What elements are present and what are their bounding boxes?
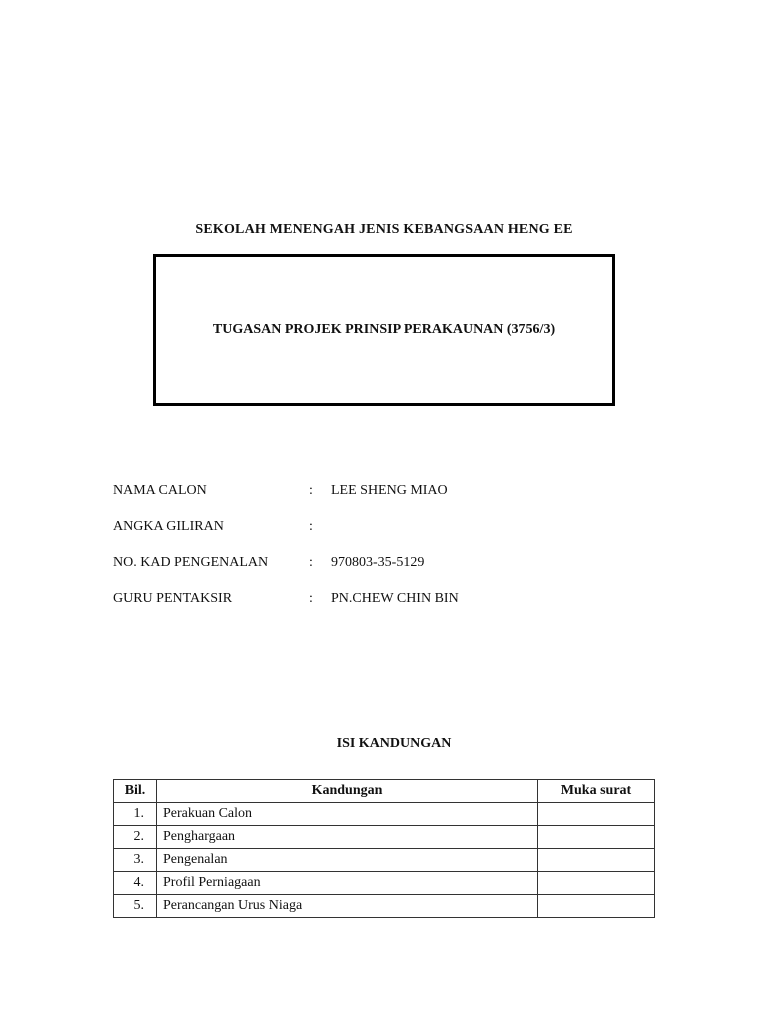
row-page bbox=[538, 849, 655, 872]
row-page bbox=[538, 895, 655, 918]
field-label: GURU PENTAKSIR bbox=[113, 591, 233, 606]
field-value: LEE SHENG MIAO bbox=[331, 483, 448, 498]
row-item: Penghargaan bbox=[157, 826, 538, 849]
row-page bbox=[538, 803, 655, 826]
contents-heading: ISI KANDUNGAN bbox=[336, 736, 452, 751]
field-label: NO. KAD PENGENALAN bbox=[113, 555, 269, 570]
row-number: 1. bbox=[114, 803, 157, 826]
column-header-number: Bil. bbox=[114, 780, 157, 803]
candidate-name-row bbox=[113, 483, 673, 503]
column-header-item: Kandungan bbox=[157, 780, 538, 803]
field-value: PN.CHEW CHIN BIN bbox=[331, 591, 459, 606]
table-header-row bbox=[114, 780, 655, 803]
table-row bbox=[114, 803, 655, 826]
field-separator: : bbox=[309, 555, 313, 570]
contents-table bbox=[113, 779, 655, 918]
row-page bbox=[538, 826, 655, 849]
table-row bbox=[114, 895, 655, 918]
project-title: TUGASAN PROJEK PRINSIP PERAKAUNAN (3756/3) bbox=[212, 322, 556, 337]
row-item: Pengenalan bbox=[157, 849, 538, 872]
assessor-row bbox=[113, 591, 673, 611]
candidate-ic-row bbox=[113, 555, 673, 575]
column-header-page: Muka surat bbox=[538, 780, 655, 803]
row-number: 3. bbox=[114, 849, 157, 872]
row-page bbox=[538, 872, 655, 895]
project-title-box bbox=[153, 254, 615, 406]
field-label: ANGKA GILIRAN bbox=[113, 519, 224, 534]
field-separator: : bbox=[309, 519, 313, 534]
table-row bbox=[114, 826, 655, 849]
field-label: NAMA CALON bbox=[113, 483, 207, 498]
row-item: Perancangan Urus Niaga bbox=[157, 895, 538, 918]
row-item: Perakuan Calon bbox=[157, 803, 538, 826]
row-number: 2. bbox=[114, 826, 157, 849]
row-item: Profil Perniagaan bbox=[157, 872, 538, 895]
table-row bbox=[114, 849, 655, 872]
candidate-index-row bbox=[113, 519, 673, 539]
field-separator: : bbox=[309, 591, 313, 606]
field-separator: : bbox=[309, 483, 313, 498]
row-number: 5. bbox=[114, 895, 157, 918]
school-name: SEKOLAH MENENGAH JENIS KEBANGSAAN HENG EE bbox=[195, 222, 573, 237]
row-number: 4. bbox=[114, 872, 157, 895]
field-value: 970803-35-5129 bbox=[331, 555, 425, 570]
table-row bbox=[114, 872, 655, 895]
